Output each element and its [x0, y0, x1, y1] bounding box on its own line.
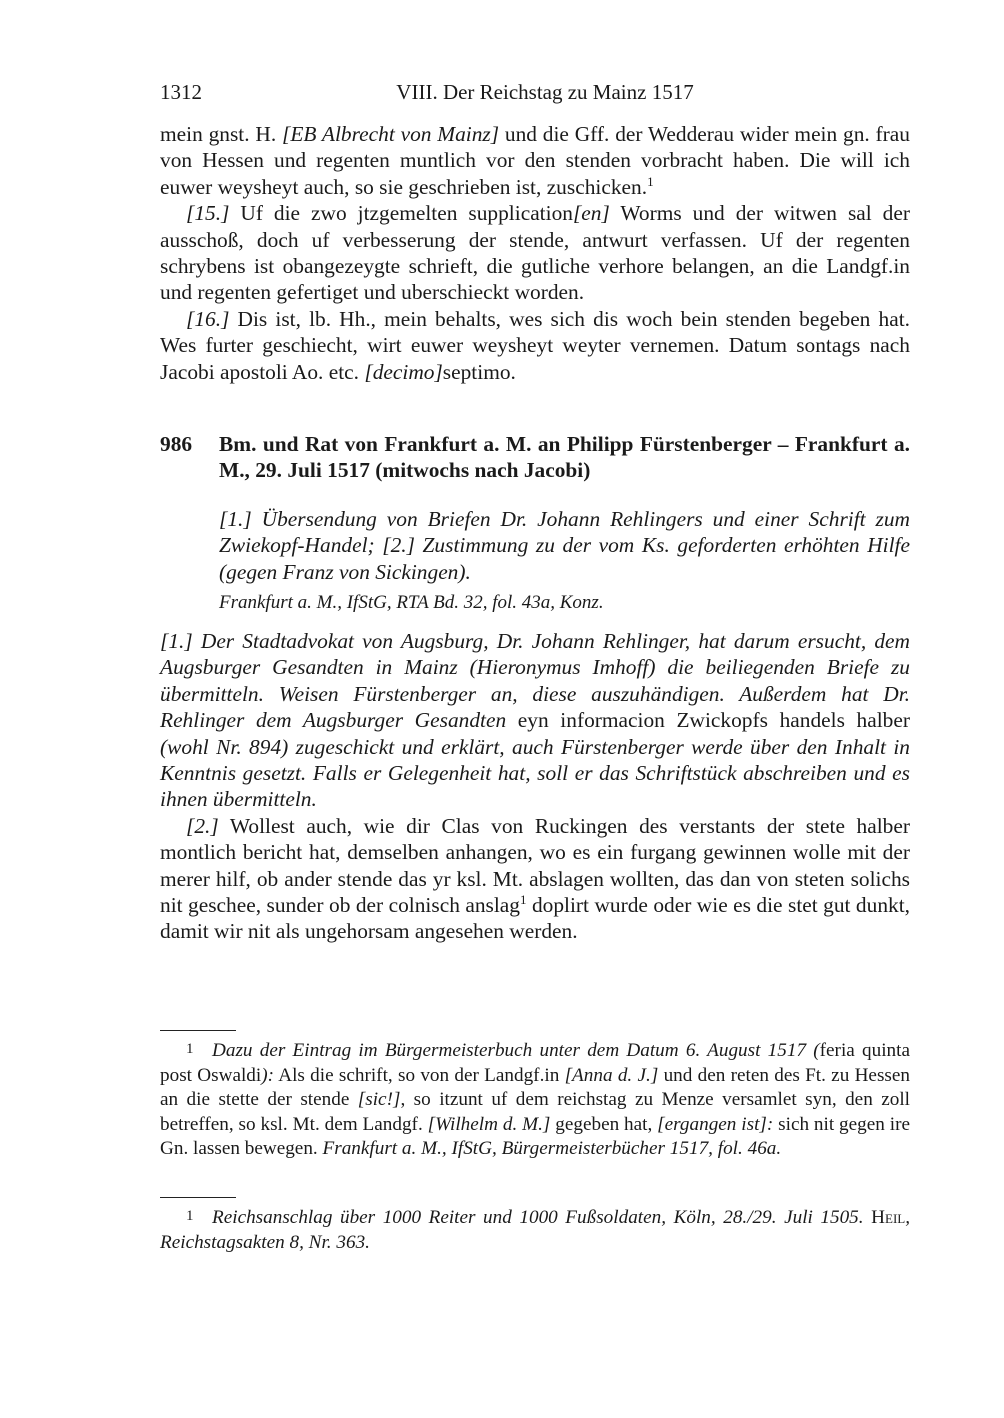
editorial-note: [en] [572, 201, 610, 226]
paragraph [160, 200, 910, 306]
text-run: mein gnst. H. [160, 122, 283, 146]
text-run: Als die schrift, so von der Landgf.in [274, 1064, 565, 1086]
running-title: VIII. Der Reichstag zu Mainz 1517 [396, 80, 694, 104]
editorial-note: [Anna d. J.] [564, 1064, 659, 1086]
text-run: , so itzunt uf dem reichstag zu Menze versamlet syn, den zoll betreffen, so ksl. Mt. dem Landgf. [160, 1089, 911, 1135]
text-run: , Reichstagsakten 8, Nr. 363. [160, 1207, 911, 1253]
continued-text [160, 121, 910, 385]
page-header [160, 80, 910, 108]
source-citation: Frankfurt a. M., IfStG, Bürgermeisterbücher 1517, fol. 46a. [322, 1138, 782, 1159]
summary-text: (wohl Nr. 894) zugeschickt und erklärt, auch Fürstenberger werde über den Inhalt in Kenntnis gesetzt. Falls er Gelegenheit hat, soll er das Schriftstück abschreiben und es ihnen übermitteln. [160, 734, 910, 812]
quoted-text: eyn informacion Zwickopfs handels halber [506, 708, 910, 733]
footnote [160, 1037, 910, 1162]
text-run: ): [261, 1064, 274, 1086]
section-number: [16.] [186, 306, 230, 331]
document-title: Bm. und Rat von Frankfurt a. M. an Philipp Fürstenberger – Frankfurt a. M., 29. Juli 1517 (mitwochs nach Jacobi) [219, 432, 910, 483]
text-run: sich nit gegen ire Gn. lassen bewegen. [160, 1113, 910, 1159]
editorial-note: [EB Albrecht von Mainz] [282, 122, 500, 146]
summary-text: [1.] Der Stadtadvokat von Augsburg, Dr. Johann Rehlinger, hat darum ersucht, dem Augsburger Gesandten in Mainz (Hieronymus Imhoff) die beiliegenden Briefe zu übermitteln. Weisen Fürstenberger an, diese auszuhändigen. Außerdem hat Dr. Rehlinger dem Augsburger Gesandten [160, 629, 910, 733]
paragraph [160, 628, 910, 813]
text-run: und den reten des Ft. zu Hessen an die stette der stende [160, 1064, 910, 1110]
section-number: [15.] [186, 201, 230, 226]
text-run: Uf die zwo jtzgemelten supplication [229, 201, 573, 226]
document-number: 986 [160, 432, 193, 456]
editorial-note: [ergangen ist]: [657, 1113, 774, 1135]
text-run: Wollest auch, wie dir Clas von Ruckingen des verstants der stete halber montlich bericht hat, demselben anhangen, wo es ein furgang gewinnen wolle mit der merer hilf, ob ander stende das yr ksl. Mt. abslagen wollten, das dan von steten solichs nit geschee, sunder ob der colnisch anslag [160, 813, 910, 918]
footnote-rule [160, 1030, 236, 1031]
document-text [160, 628, 910, 945]
source-citation: Frankfurt a. M., IfStG, RTA Bd. 32, fol. 43a, Konz. [219, 592, 604, 613]
page-number: 1312 [160, 80, 202, 104]
text-run: Dazu der Eintrag im Bürgermeisterbuch unter dem Datum 6. August 1517 ( [212, 1040, 820, 1061]
text-run: Reichsanschlag über 1000 Reiter und 1000 Fußsoldaten, Köln, 28./29. Juli 1505. [212, 1207, 864, 1228]
footnote-mark: 1 [186, 1041, 194, 1057]
text-run: gegeben hat, [550, 1113, 658, 1135]
paragraph [160, 813, 910, 945]
footnote-mark: 1 [186, 1208, 194, 1224]
section-number: [2.] [186, 813, 219, 838]
text-run: Worms und der witwen sal der ausschoß, doch uf verbesserung der stende, antwurt verfassen. Uf der regenten schrybens ist obangezeygte schrieft, die gutliche verhore belangen, an die Landgf.in und regenten gefertiget und uberschieckt worden. [160, 201, 910, 305]
text-run: und die Gff. der Wedderau wider mein gn. frau von Hessen und regenten muntlich vor den stenden vorbracht haben. Die will ich euwer weysheyt auch, so sie geschrieben ist, zuschicken. [160, 122, 910, 199]
paragraph [160, 121, 910, 200]
footnote-ref[interactable]: 1 [647, 173, 654, 189]
text-run: Dis ist, lb. Hh., mein behalts, wes sich dis woch bein stenden begeben hat. Wes furter geschiecht, wirt euwer weysheyt weyter vernemen. Datum sontags nach Jacobi apostoli Ao. etc. [160, 306, 910, 384]
paragraph [160, 306, 910, 385]
footnote-rule [160, 1197, 236, 1198]
editorial-note: [decimo] [364, 359, 443, 384]
footnote [160, 1204, 910, 1255]
editorial-note: [sic!] [357, 1089, 401, 1110]
document-heading [160, 431, 910, 484]
regest: [1.] Übersendung von Briefen Dr. Johann Rehlingers und einer Schrift zum Zwiekopf-Handel; [2.] Zustimmung zu der vom Ks. geforderten erhöhten Hilfe (gegen Franz von Sickingen). [219, 507, 910, 584]
text-run: feria quinta post Oswaldi [160, 1040, 910, 1086]
author-name: Heil [871, 1207, 906, 1228]
footnote-ref[interactable]: 1 [520, 892, 527, 908]
text-run: septimo. [442, 359, 516, 384]
text-run: doplirt wurde oder wie es die stet gut dunkt, damit wir nit als ungehorsam angesehen werden. [160, 893, 911, 944]
editorial-note: [Wilhelm d. M.] [427, 1113, 551, 1135]
